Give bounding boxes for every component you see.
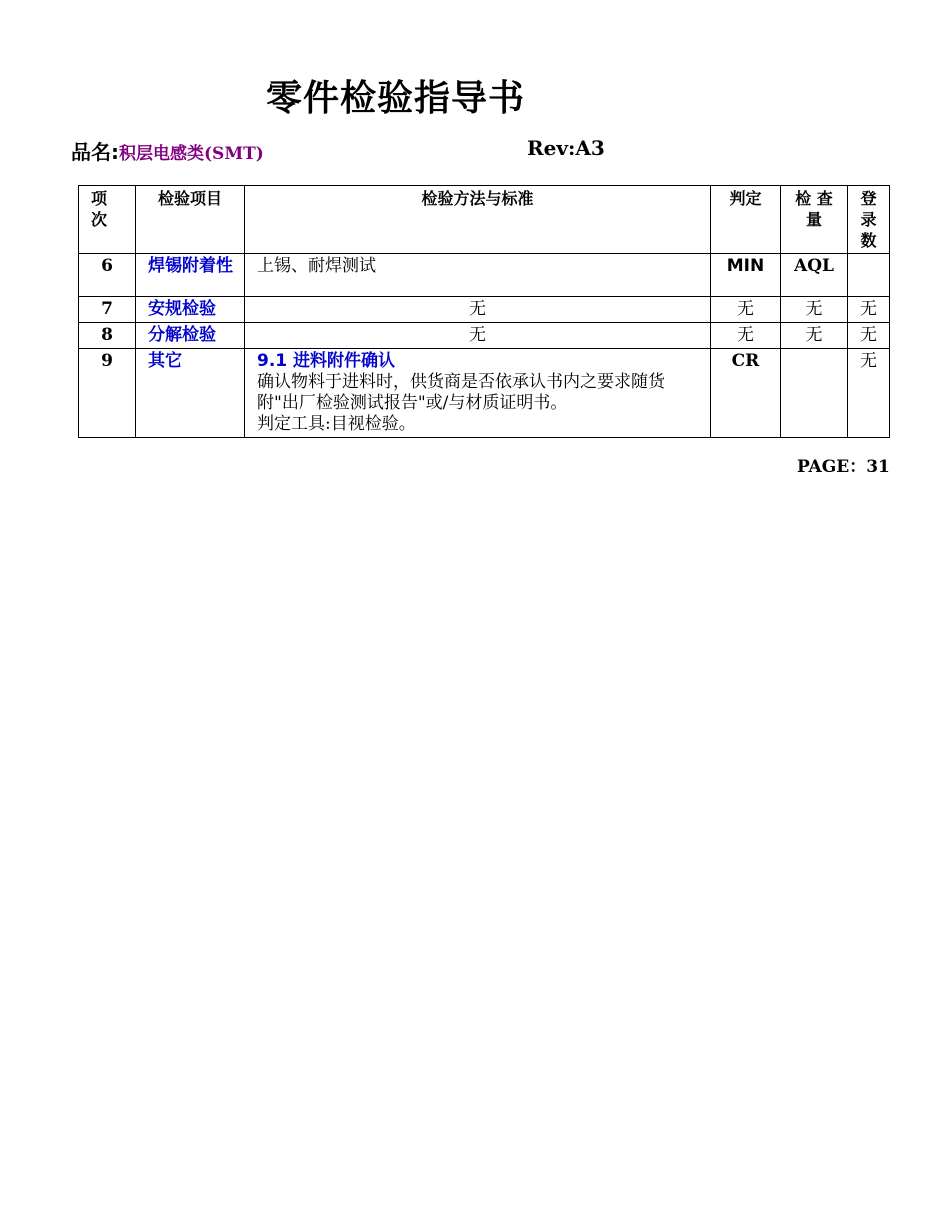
- product-name-value: 积层电感类(SMT): [119, 144, 264, 164]
- method-subtitle: 9.1 进料附件确认: [257, 351, 396, 371]
- row-record: 无: [848, 323, 890, 349]
- header-inspection-item: 检验项目: [136, 186, 245, 254]
- row-item: 分解检验: [136, 323, 245, 349]
- row-quantity: AQL: [781, 254, 848, 297]
- method-tool: 判定工具:目视检验。: [257, 414, 416, 434]
- row-number: 7: [79, 297, 136, 323]
- row-judgement: 无: [711, 297, 781, 323]
- table-header-row: [79, 186, 890, 254]
- row-judgement: MIN: [711, 254, 781, 297]
- row-record: [848, 254, 890, 297]
- table-row: [79, 323, 890, 349]
- revision-label: Rev:A3: [527, 136, 605, 160]
- product-name-line: [71, 136, 264, 165]
- table-row: [79, 297, 890, 323]
- header-item-no: 项次: [79, 186, 136, 254]
- table-row: [79, 254, 890, 297]
- row-method: 无: [245, 297, 711, 323]
- row-item: 其它: [136, 349, 245, 438]
- table-row: [79, 349, 890, 438]
- row-method: [245, 349, 711, 438]
- row-judgement: 无: [711, 323, 781, 349]
- header-record-count: 登 录 数: [848, 186, 890, 254]
- row-quantity: 无: [781, 297, 848, 323]
- method-description: 确认物料于进料时，供货商是否依承认书内之要求随货附"出厂检验测试报告"或/与材质证明书。: [257, 372, 665, 413]
- row-number: 6: [79, 254, 136, 297]
- row-record: 无: [848, 349, 890, 438]
- header-judgement: 判定: [711, 186, 781, 254]
- inspection-table: [78, 185, 890, 438]
- product-name-label: 品名:: [71, 140, 119, 164]
- row-method: 上锡、耐焊测试: [245, 254, 711, 297]
- row-number: 8: [79, 323, 136, 349]
- row-method: 无: [245, 323, 711, 349]
- row-item: 焊锡附着性: [136, 254, 245, 297]
- document-title: 零件检验指导书: [266, 78, 526, 119]
- header-inspection-quantity: 检 查 量: [781, 186, 848, 254]
- row-number: 9: [79, 349, 136, 438]
- row-quantity: 无: [781, 323, 848, 349]
- header-method-standard: 检验方法与标准: [245, 186, 711, 254]
- row-record: 无: [848, 297, 890, 323]
- page-number: PAGE：31: [797, 457, 890, 477]
- row-judgement: CR: [711, 349, 781, 438]
- row-quantity: [781, 349, 848, 438]
- row-item: 安规检验: [136, 297, 245, 323]
